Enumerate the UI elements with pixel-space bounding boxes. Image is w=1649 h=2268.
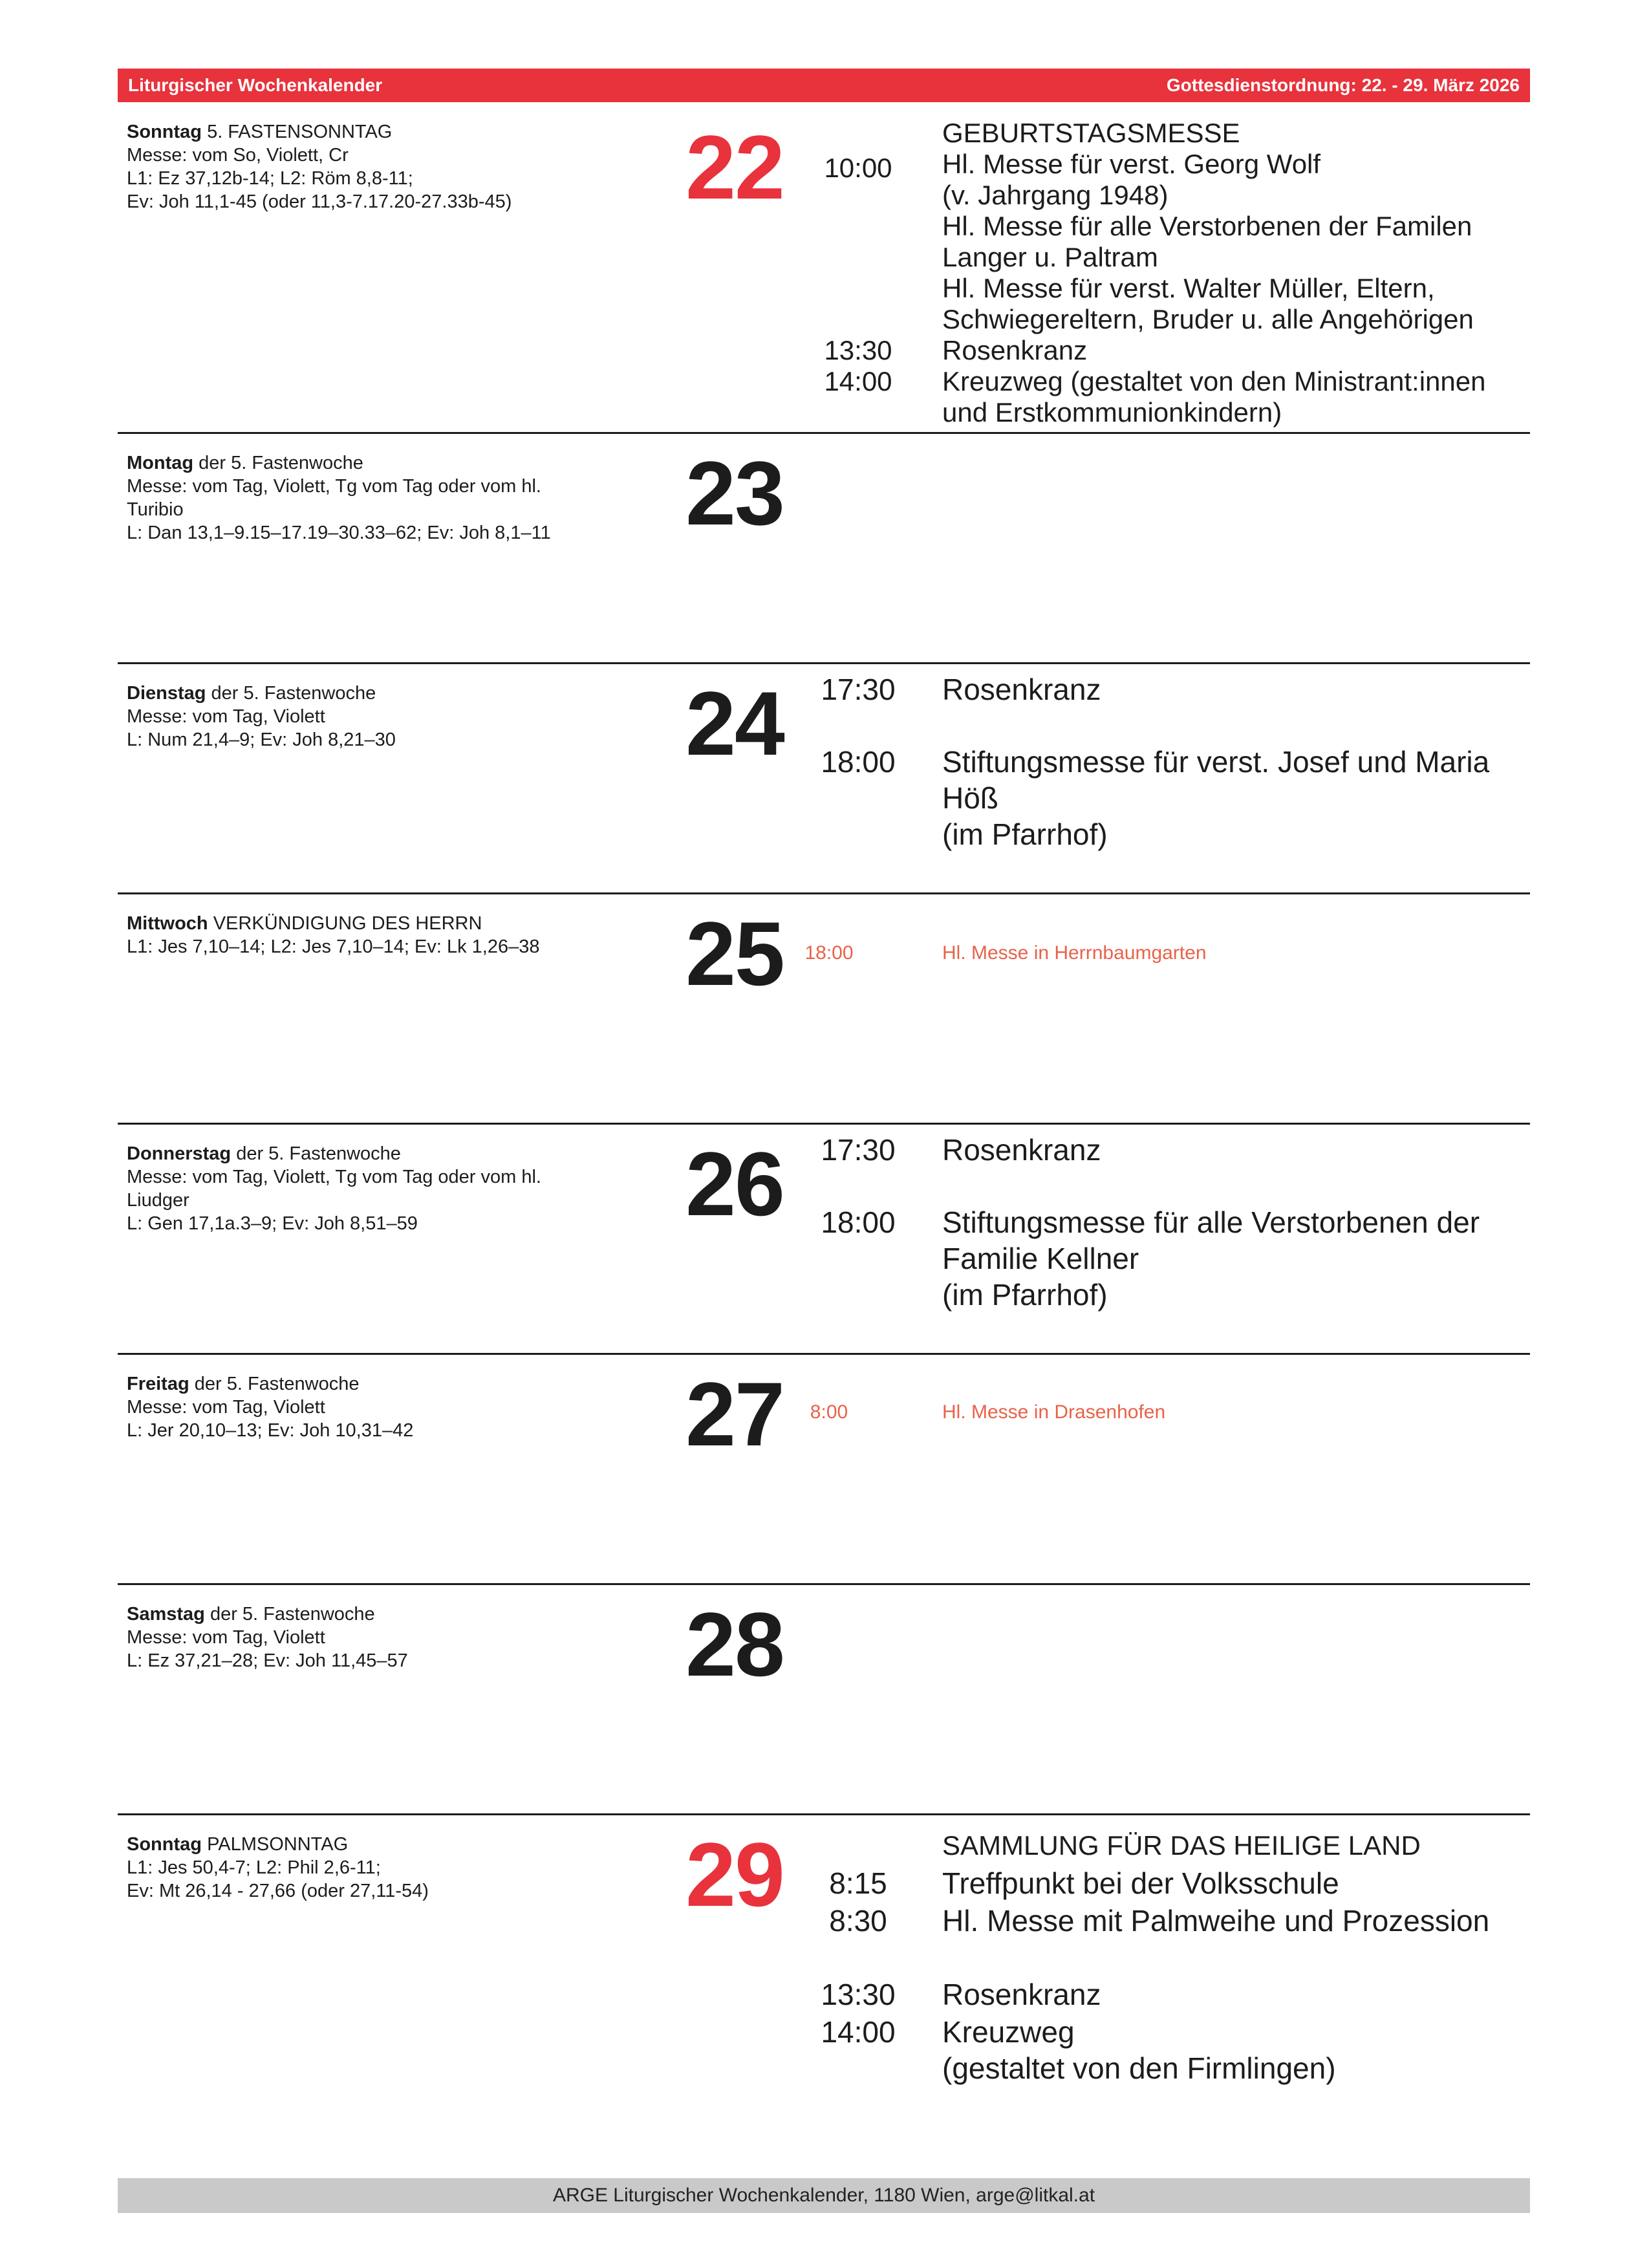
event-text [942,335,1524,366]
event-text [942,1865,1524,1901]
event-text [942,2014,1524,2086]
liturgy-line: Messe: vom Tag, Violett [127,706,325,727]
event-line: und Erstkommunionkindern) [942,397,1282,427]
weekday: Freitag [127,1374,189,1394]
liturgy-line: Ev: Mt 26,14 - 27,66 (oder 27,11-54) [127,1881,429,1901]
event-line: Kreuzweg (gestaltet von den Ministrant:innen [942,366,1486,396]
event-line: Stiftungsmesse für verst. Josef und Maria [942,745,1490,779]
event-line: Rosenkranz [942,335,1088,365]
event-line: Familie Kellner [942,1242,1139,1275]
liturgy-line: Liudger [127,1190,189,1211]
liturgy-line: L1: Jes 50,4-7; L2: Phil 2,6-11; [127,1857,381,1878]
day-separator [118,1123,1530,1125]
day-separator [118,662,1530,664]
event-text [942,118,1524,149]
event-time: 18:00 [804,942,854,964]
day-separator [118,1813,1530,1815]
event-text [942,938,1524,969]
liturgy-line: L1: Ez 37,12b-14; L2: Röm 8,8-11; [127,168,413,189]
event-time: 13:30 [821,1978,896,2011]
day-title: der 5. Fastenwoche [210,1604,375,1625]
event-line: (im Pfarrhof) [942,1278,1108,1312]
day-title: der 5. Fastenwoche [199,453,363,473]
liturgy-line: L: Gen 17,1a.3–9; Ev: Joh 8,51–59 [127,1213,418,1234]
event-line: Schwiegereltern, Bruder u. alle Angehörigen [942,304,1474,334]
event-line: Hl. Messe für verst. Walter Müller, Eltern, [942,273,1435,303]
event-line: Höß [942,781,998,815]
day-title: PALMSONNTAG [207,1834,349,1855]
day-number: 28 [685,1593,784,1695]
event-text [942,744,1524,852]
event-line: Rosenkranz [942,1978,1101,2011]
event-time: 18:00 [821,745,896,779]
day-number: 26 [685,1133,784,1235]
event-line: Langer u. Paltram [942,242,1158,272]
event-line: GEBURTSTAGSMESSE [942,118,1240,148]
weekday: Mittwoch [127,913,208,934]
liturgy-line: Messe: vom Tag, Violett [127,1397,325,1418]
weekday: Samstag [127,1604,205,1625]
liturgy-line: Turibio [127,499,184,520]
day-title: 5. FASTENSONNTAG [207,122,393,142]
liturgy-line: Messe: vom Tag, Violett, Tg vom Tag oder vom hl. [127,1167,541,1187]
day-number: 29 [685,1824,784,1925]
liturgy-line: Messe: vom So, Violett, Cr [127,145,349,166]
event-time: 18:00 [821,1205,896,1239]
day-separator [118,432,1530,434]
event-line: (im Pfarrhof) [942,817,1108,851]
day-title: der 5. Fastenwoche [236,1143,401,1164]
event-line: Hl. Messe in Herrnbaumgarten [942,942,1207,964]
event-time: 8:00 [810,1401,848,1423]
event-text [942,671,1524,707]
event-text [942,1903,1524,1939]
day-number: 25 [685,903,784,1004]
weekday: Donnerstag [127,1143,232,1164]
event-line: Hl. Messe mit Palmweihe und Prozession [942,1904,1490,1938]
liturgy-line: L: Dan 13,1–9.15–17.19–30.33–62; Ev: Joh 8,1–11 [127,523,551,543]
event-text [942,1204,1524,1313]
event-time: 17:30 [821,1133,896,1167]
event-time: 14:00 [821,2015,896,2049]
event-line: SAMMLUNG FÜR DAS HEILIGE LAND [942,1830,1421,1861]
event-text [942,149,1524,335]
event-line: Treffpunkt bei der Volksschule [942,1866,1339,1900]
day-title: der 5. Fastenwoche [194,1374,360,1394]
day-number: 27 [685,1363,784,1465]
liturgy-line: L: Num 21,4–9; Ev: Joh 8,21–30 [127,729,396,750]
weekday: Montag [127,453,194,473]
event-time: 8:15 [829,1866,887,1900]
event-time: 17:30 [821,673,896,706]
day-separator [118,1583,1530,1585]
liturgy-line: L1: Jes 7,10–14; L2: Jes 7,10–14; Ev: Lk 1,26–38 [127,936,540,957]
day-number: 24 [685,673,784,774]
day-number: 22 [685,116,784,218]
day-separator [118,1353,1530,1355]
footer-text: ARGE Liturgischer Wochenkalender, 1180 Wien, arge@litkal.at [552,2185,1095,2206]
event-line: (v. Jahrgang 1948) [942,180,1169,210]
event-line: Rosenkranz [942,673,1101,706]
event-time: 14:00 [824,366,892,396]
event-line: (gestaltet von den Firmlingen) [942,2051,1336,2085]
event-line: Hl. Messe für alle Verstorbenen der Familen [942,211,1472,241]
weekday: Dienstag [127,683,206,704]
event-line: Stiftungsmesse für alle Verstorbenen der [942,1205,1480,1239]
day-number: 23 [685,442,784,544]
event-time: 10:00 [824,153,892,183]
liturgy-line: Ev: Joh 11,1-45 (oder 11,3-7.17.20-27.33b-45) [127,191,512,212]
event-text [942,1132,1524,1168]
liturgy-line: Messe: vom Tag, Violett [127,1627,325,1648]
weekday: Sonntag [127,1834,202,1855]
liturgy-line: Messe: vom Tag, Violett, Tg vom Tag oder vom hl. [127,476,541,497]
day-title: VERKÜNDIGUNG DES HERRN [213,913,482,934]
event-line: Rosenkranz [942,1133,1101,1167]
day-separator [118,892,1530,894]
event-line: Kreuzweg [942,2015,1075,2049]
weekday: Sonntag [127,122,202,142]
event-time: 13:30 [824,335,892,365]
event-line: Hl. Messe für verst. Georg Wolf [942,149,1321,179]
day-title: der 5. Fastenwoche [211,683,376,704]
event-line: Hl. Messe in Drasenhofen [942,1401,1166,1423]
header-bar [118,69,1530,102]
event-text [942,366,1524,428]
event-text [942,1828,1524,1864]
event-text [942,1976,1524,2013]
event-text [942,1397,1524,1428]
event-time: 8:30 [829,1904,887,1938]
liturgy-line: L: Jer 20,10–13; Ev: Joh 10,31–42 [127,1420,414,1441]
liturgy-line: L: Ez 37,21–28; Ev: Joh 11,45–57 [127,1650,408,1671]
footer-bar [118,2178,1530,2213]
header-right-title: Gottesdienstordnung: 22. - 29. März 2026 [1166,75,1520,95]
header-left-title: Liturgischer Wochenkalender [128,75,383,95]
